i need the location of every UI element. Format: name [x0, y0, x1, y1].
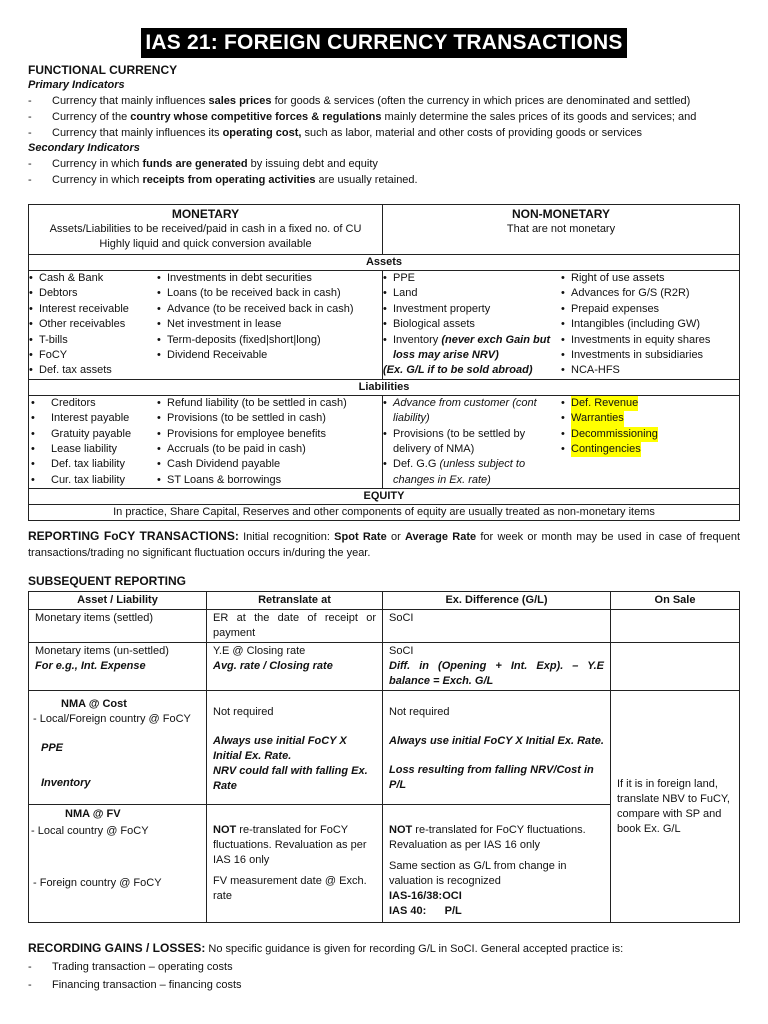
- list-item: • Prepaid expenses: [561, 302, 660, 315]
- primary-indicator-item: - Currency that mainly influences sales prices for goods & services (often the currency in which prices are denominated and settled): [28, 95, 691, 107]
- monetary-assets-list-b: [157, 271, 380, 379]
- list-item: • Other receivables: [29, 318, 126, 331]
- list-item: • Contingencies: [561, 442, 739, 457]
- subsequent-header-row: [29, 592, 740, 610]
- list-item: • Land: [383, 287, 418, 300]
- nonmonetary-assets-list-b: [561, 271, 739, 379]
- nonmonetary-liabilities-cell: [383, 395, 740, 488]
- table-cell: NOT re-translated for FoCY fluctuations. Revaluation as per IAS 16 only FV measurement date @ Exch. rate: [207, 805, 383, 923]
- functional-currency-section: [28, 62, 740, 188]
- monetary-liabilities-list-b: [157, 396, 380, 488]
- subsequent-heading-wrap: [28, 573, 740, 589]
- table-cell: [611, 643, 740, 691]
- list-item: • Term-deposits (fixed|short|long): [157, 333, 321, 346]
- table-cell: [611, 610, 740, 643]
- list-item: • Interest receivable: [29, 302, 129, 315]
- primary-indicator-item: - Currency of the country whose competitive forces & regulations mainly determine the sales prices of its goods and services; and: [28, 111, 697, 123]
- subsequent-reporting-heading: SUBSEQUENT REPORTING: [28, 574, 187, 588]
- monetary-liabilities-cell: [29, 395, 383, 488]
- liabilities-title: Liabilities: [29, 379, 740, 395]
- list-item: • Cur. tax liability: [31, 473, 125, 486]
- primary-indicators-label: Primary Indicators: [28, 79, 125, 91]
- secondary-indicator-item: - Currency in which receipts from operating activities are usually retained.: [28, 174, 418, 186]
- recording-paragraph: RECORDING GAINS / LOSSES: No specific guidance is given for recording G/L in SoCI. General accepted practice is:: [28, 941, 624, 955]
- nonmonetary-header-cell: [383, 205, 740, 255]
- monetary-assets-cell: [29, 271, 383, 380]
- list-item: • Investments in equity shares: [561, 333, 711, 346]
- col-header: Retranslate at: [207, 592, 383, 610]
- table-cell: NOT re-translated for FoCY fluctuations. Revaluation as per IAS 16 only Same section as G/L from change in valuation is recognized IAS-16/38:OCI IAS 40: P/L: [383, 805, 611, 923]
- secondary-indicators-label: Secondary Indicators: [28, 142, 140, 154]
- functional-currency-heading: FUNCTIONAL CURRENCY: [28, 63, 178, 77]
- monetary-description: Assets/Liabilities to be received/paid in cash in a fixed no. of CU: [49, 223, 362, 235]
- table-cell: SoCI Diff. in (Opening + Int. Exp). – Y.E balance = Exch. G/L: [383, 643, 611, 691]
- nonmonetary-description: That are not monetary: [506, 223, 616, 235]
- col-header: On Sale: [611, 592, 740, 610]
- list-item: • FoCY: [29, 349, 68, 362]
- list-item: • Def. tax liability: [31, 458, 125, 471]
- col-header: Ex. Difference (G/L): [383, 592, 611, 610]
- nonmonetary-liabilities-list-a: [383, 396, 561, 488]
- equity-text: In practice, Share Capital, Reserves and other components of equity are usually treated as non-monetary items: [29, 505, 740, 521]
- table-row: [29, 643, 740, 691]
- list-item: • Accruals (to be paid in cash): [157, 443, 306, 456]
- inventory-note: (Ex. G/L if to be sold abroad): [383, 364, 533, 377]
- list-item: • Lease liability: [31, 443, 118, 456]
- list-item: • Decommissioning: [561, 427, 739, 442]
- list-item: • Advance from customer (cont liability): [383, 396, 537, 425]
- nonmonetary-assets-cell: [383, 271, 740, 380]
- recording-item: - Financing transaction – financing costs: [28, 979, 242, 991]
- list-item: • Debtors: [29, 287, 78, 300]
- assets-title-row: [29, 255, 740, 271]
- list-item: • Refund liability (to be settled in cash): [157, 396, 347, 409]
- list-item: • Loans (to be received back in cash): [157, 287, 341, 300]
- list-item: • Provisions for employee benefits: [157, 427, 326, 440]
- list-item: • Provisions (to be settled in cash): [157, 412, 326, 425]
- nonmonetary-assets-list-a: [383, 271, 561, 379]
- list-item: • Biological assets: [383, 318, 475, 331]
- list-item: • Provisions (to be settled by delivery of NMA): [383, 427, 526, 456]
- list-item: • Def. tax assets: [29, 364, 112, 377]
- classification-table: [28, 204, 740, 521]
- list-item: • Investment property: [383, 302, 491, 315]
- list-item: • Intangibles (including GW): [561, 318, 701, 331]
- page-title: IAS 21: FOREIGN CURRENCY TRANSACTIONS: [141, 28, 626, 58]
- equity-title: EQUITY: [29, 489, 740, 505]
- list-item: • ST Loans & borrowings: [157, 473, 282, 486]
- reporting-heading: REPORTING FoCY TRANSACTIONS:: [28, 529, 239, 543]
- table-cell: Monetary items (settled): [29, 610, 207, 643]
- equity-title-row: [29, 489, 740, 505]
- list-item: • Advances for G/S (R2R): [561, 287, 690, 300]
- monetary-header-cell: [29, 205, 383, 255]
- list-item: • NCA-HFS: [561, 364, 620, 377]
- list-item: • Cash & Bank: [29, 272, 104, 284]
- table-cell: NMA @ Cost - Local/Foreign country @ FoCY PPE Inventory: [29, 691, 207, 805]
- monetary-assets-list-a: [29, 271, 157, 379]
- monetary-description-2: Highly liquid and quick conversion available: [99, 238, 312, 250]
- table-cell: Y.E @ Closing rate Avg. rate / Closing rate: [207, 643, 383, 691]
- monetary-title: MONETARY: [171, 207, 240, 221]
- monetary-liabilities-list-a: [29, 396, 157, 488]
- table-cell: Not required Always use initial FoCY X Initial Ex. Rate. NRV could fall with falling Ex. Rate: [207, 691, 383, 805]
- list-item: • Cash Dividend payable: [157, 458, 281, 471]
- col-header: Asset / Liability: [29, 592, 207, 610]
- table-cell: ER at the date of receipt or payment: [207, 610, 383, 643]
- assets-title: Assets: [29, 255, 740, 271]
- equity-row: [29, 505, 740, 521]
- reporting-paragraph: REPORTING FoCY TRANSACTIONS: Initial recognition: Spot Rate or Average Rate for week or month may be used in case of frequent transactions/trading no significant fluctuation occurs in/during the year.: [28, 529, 740, 559]
- on-sale-cell: If it is in foreign land, translate NBV to FuCY, compare with SP and book Ex. G/L: [611, 691, 740, 923]
- table-cell: SoCI: [383, 610, 611, 643]
- recording-item: - Trading transaction – operating costs: [28, 961, 233, 973]
- title-container: [0, 28, 768, 58]
- recording-section: [28, 940, 740, 993]
- table-cell: Monetary items (un-settled) For e.g., Int. Expense: [29, 643, 207, 691]
- liabilities-row: [29, 395, 740, 488]
- subsequent-reporting-table: [28, 591, 740, 923]
- list-item: • Def. Revenue: [561, 396, 739, 411]
- list-item: • Creditors: [31, 396, 96, 409]
- list-item: • PPE: [383, 272, 416, 284]
- nonmonetary-title: NON-MONETARY: [512, 207, 610, 221]
- table-cell: NMA @ FV - Local country @ FoCY - Foreign country @ FoCY: [29, 805, 207, 923]
- list-item: • Def. G.G (unless subject to changes in Ex. rate): [383, 458, 526, 486]
- list-item: • Right of use assets: [561, 272, 665, 284]
- list-item: • Gratuity payable: [31, 427, 132, 440]
- primary-indicator-item: - Currency that mainly influences its operating cost, such as labor, material and other costs of providing goods or services: [28, 127, 642, 139]
- liabilities-title-row: [29, 379, 740, 395]
- recording-heading: RECORDING GAINS / LOSSES:: [28, 941, 206, 955]
- list-item: • Warranties: [561, 411, 739, 426]
- list-item: • Dividend Receivable: [157, 349, 268, 362]
- table-cell: Not required Always use initial FoCY X Initial Ex. Rate. Loss resulting from falling NRV/Cost in P/L: [383, 691, 611, 805]
- secondary-indicator-item: - Currency in which funds are generated by issuing debt and equity: [28, 158, 378, 170]
- table-row: [29, 691, 740, 805]
- list-item: • Interest payable: [31, 412, 130, 425]
- nonmonetary-liabilities-list-b: [561, 396, 739, 488]
- list-item: • T-bills: [29, 333, 68, 346]
- list-item: • Inventory (never exch Gain but loss may arise NRV): [383, 333, 551, 362]
- list-item: • Advance (to be received back in cash): [157, 302, 354, 315]
- assets-row: [29, 271, 740, 380]
- list-item: • Investments in subsidiaries: [561, 349, 704, 362]
- table-row: [29, 610, 740, 643]
- reporting-section: [28, 528, 740, 561]
- list-item: • Investments in debt securities: [157, 272, 312, 284]
- list-item: • Net investment in lease: [157, 318, 282, 331]
- classification-header-row: [29, 205, 740, 255]
